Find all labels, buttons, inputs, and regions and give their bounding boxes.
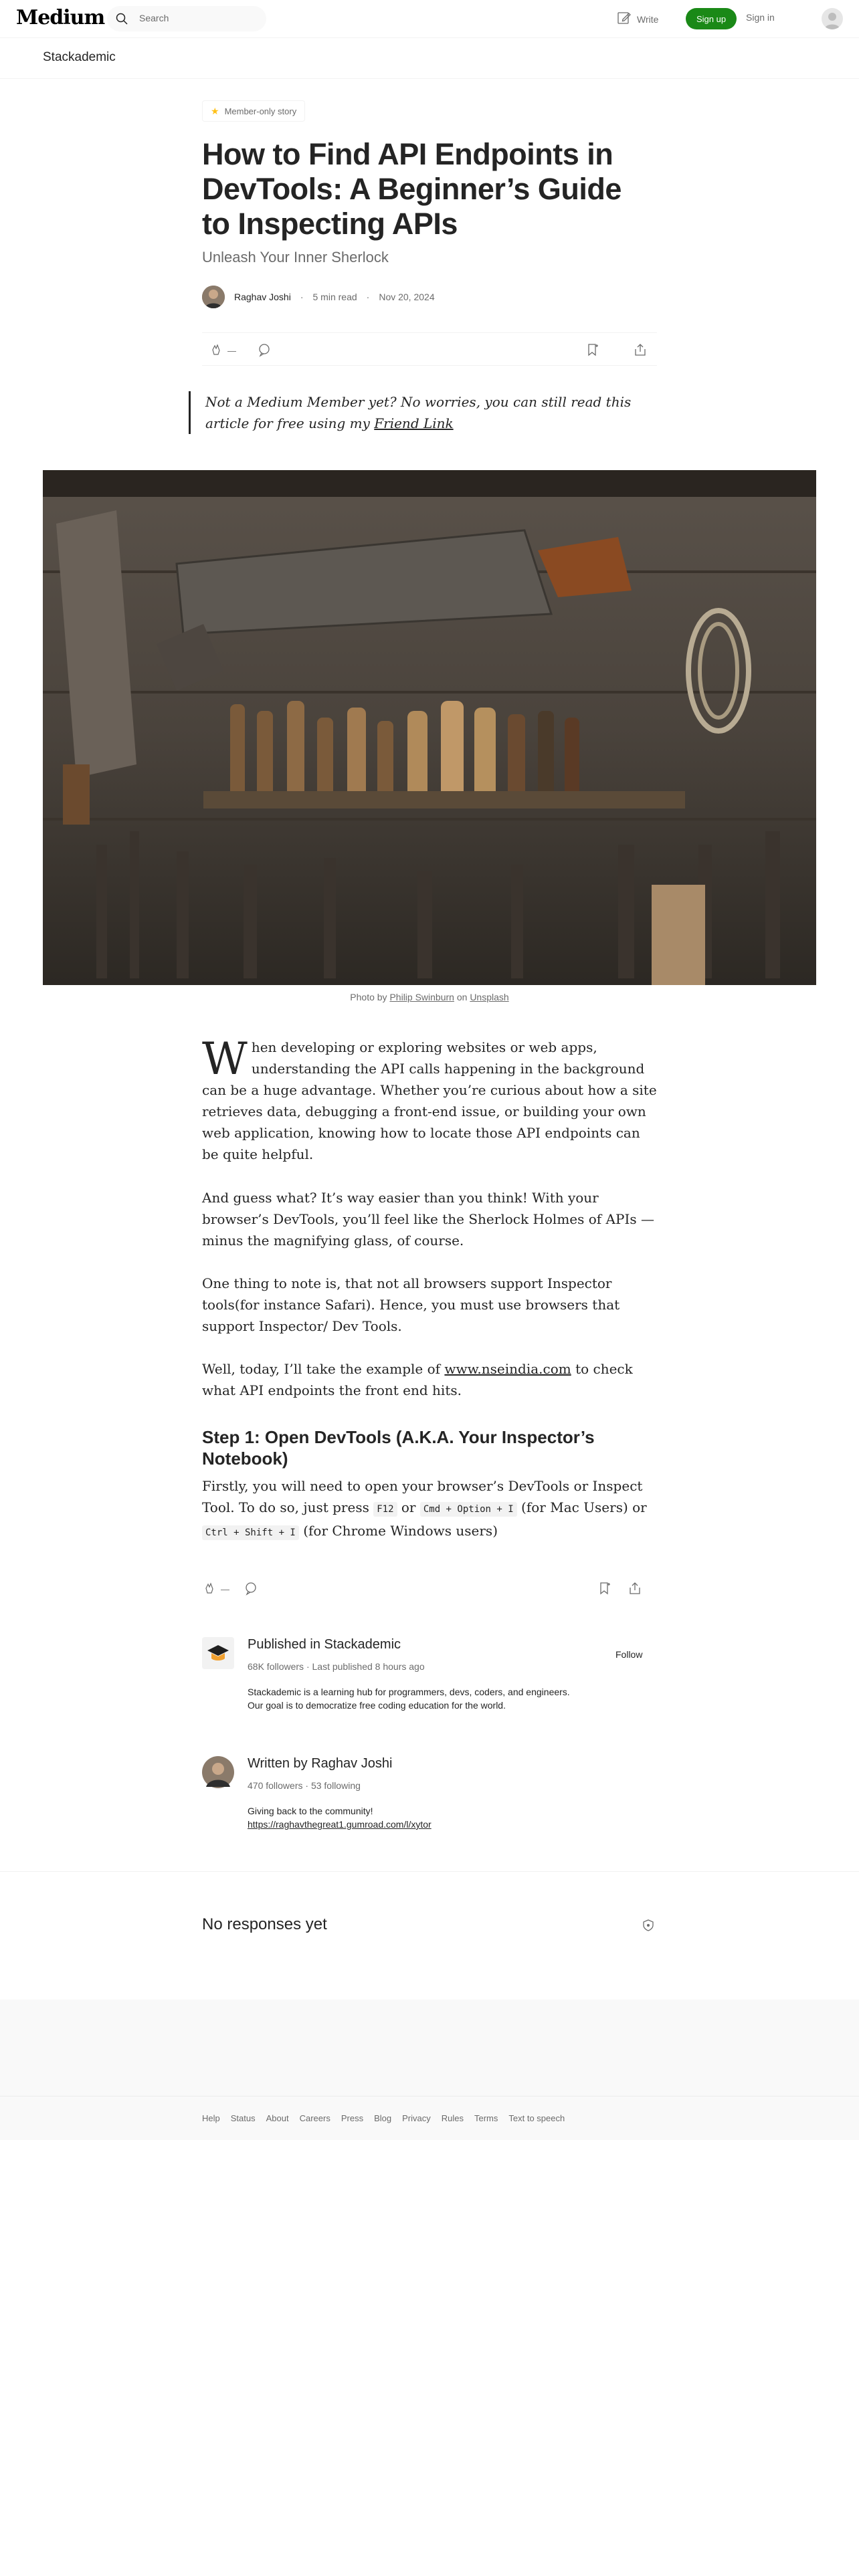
clap-button[interactable] [202,1581,229,1598]
paragraph-4-text-a: Well, today, I’ll take the example of [202,1361,445,1377]
footer-link-press[interactable]: Press [341,2113,364,2123]
footer-link-careers[interactable]: Careers [299,2113,330,2123]
medium-logo[interactable]: Medium [16,6,105,29]
share-icon [628,1581,642,1598]
signin-link[interactable]: Sign in [746,12,775,23]
responses-heading: No responses yet [202,1915,327,1933]
friend-note-text: Not a Medium Member yet? No worries, you can still read this article for free using my [205,394,632,431]
footer-links [202,2113,565,2123]
paragraph-2: And guess what? It’s way easier than you think! With your browser’s DevTools, you’ll feel like the Sherlock Holmes of APIs — minus the magnifying glass, of course. [202,1190,654,1249]
paragraph-5-text-d: (for Chrome Windows users) [298,1523,498,1539]
publication-logo[interactable] [202,1637,234,1669]
author-card-heading[interactable]: Written by Raghav Joshi [248,1756,393,1771]
author-name[interactable]: Raghav Joshi [234,292,291,302]
footer-link-text-to-speech[interactable]: Text to speech [508,2113,565,2123]
paragraph-3: One thing to note is, that not all browsers support Inspector tools(for instance Safari). Hence, you must use browsers that support Inspector/ Dev Tools. [202,1275,620,1334]
image-caption [0,992,859,1002]
bookmark-button[interactable] [597,1581,611,1598]
paragraph-4-text-b: to check what API endpoints the front end hits. [202,1361,633,1398]
signup-button[interactable]: Sign up [686,8,737,29]
author-card [202,1756,657,1830]
author-gumroad-link[interactable]: https://raghavthegreat1.gumroad.com/l/xytor [248,1819,432,1830]
clap-icon [209,342,223,359]
search-box[interactable] [107,6,266,31]
paragraph-5-text-b: or [397,1499,420,1515]
publication-meta [248,1661,425,1672]
author-following: 53 following [310,1780,361,1791]
share-button[interactable] [628,1581,642,1598]
caption-on: on [454,992,470,1002]
comment-icon [257,342,272,359]
write-icon [617,11,632,27]
action-bar-top [202,332,657,366]
author-avatar[interactable] [202,286,225,308]
author-row [202,284,435,310]
footer-link-terms[interactable]: Terms [474,2113,498,2123]
write-button[interactable] [617,11,658,27]
article-subtitle: Unleash Your Inner Sherlock [202,249,389,265]
paragraph-1 [202,1033,657,1165]
search-input[interactable]: Search [139,13,169,23]
user-avatar-icon[interactable] [822,8,843,29]
article-title: How to Find API Endpoints in DevTools: A Beginner’s Guide to Inspecting APIs [202,137,622,241]
author-bio [248,1804,582,1831]
comment-icon [244,1581,258,1598]
member-only-badge [202,100,305,122]
response-button[interactable] [257,342,272,359]
footer-link-help[interactable]: Help [202,2113,220,2123]
clap-count: — [227,346,236,356]
bookmark-icon [585,342,599,359]
action-bar-bottom [202,1576,657,1602]
code-f12: F12 [373,1502,397,1517]
friend-link-quote [189,391,667,434]
publish-date: Nov 20, 2024 [379,292,435,302]
footer-link-privacy[interactable]: Privacy [402,2113,431,2123]
top-nav [0,0,859,38]
read-time: 5 min read [312,292,357,302]
write-label: Write [637,13,659,25]
bookmark-button[interactable] [585,342,599,359]
code-mac-shortcut: Cmd + Option + I [420,1502,517,1517]
clap-count: — [221,1584,229,1594]
author-bio-text: Giving back to the community! [248,1806,373,1816]
share-icon [633,342,648,359]
follow-button[interactable]: Follow [615,1649,643,1660]
paragraph-5 [202,1475,657,1543]
publication-followers: 68K followers [248,1661,304,1672]
friend-link[interactable]: Friend Link [374,415,454,431]
footer-link-blog[interactable]: Blog [374,2113,392,2123]
publication-description: Stackademic is a learning hub for programmers, devs, coders, and engineers. Our goal is to democratize free coding education for the world. [248,1687,570,1711]
hero-image [43,470,816,985]
publication-last-published: Last published 8 hours ago [312,1661,425,1672]
search-icon [115,12,128,29]
section-divider [0,1871,859,1872]
clap-button[interactable] [209,342,236,359]
author-card-meta [248,1780,361,1791]
publication-name[interactable]: Stackademic [43,50,116,64]
separator-dot: · [366,292,370,302]
separator-dot: · [300,292,304,302]
paragraph-4 [202,1358,657,1401]
footer-link-status[interactable]: Status [230,2113,256,2123]
share-button[interactable] [633,342,648,359]
author-card-avatar[interactable] [202,1756,234,1788]
paragraph-5-text-a: Firstly, you will need to open your browser’s DevTools or Inspect Tool. To do so, just press [202,1478,643,1515]
footer-link-about[interactable]: About [266,2113,289,2123]
separator-dot: · [306,1661,312,1672]
star-icon: ★ [211,105,219,116]
shield-icon[interactable] [642,1919,654,1935]
footer-divider [0,2096,859,2097]
separator-dot: · [305,1780,311,1791]
footer-link-rules[interactable]: Rules [441,2113,464,2123]
member-only-label: Member-only story [224,106,297,116]
publication-card [202,1637,657,1724]
clap-icon [202,1581,217,1598]
code-windows-shortcut: Ctrl + Shift + I [202,1525,299,1540]
response-button[interactable] [244,1581,258,1598]
bookmark-icon [597,1581,611,1598]
caption-author-link[interactable]: Philip Swinburn [389,992,454,1002]
author-followers: 470 followers [248,1780,303,1791]
caption-prefix: Photo by [350,992,390,1002]
paragraph-5-text-c: (for Mac Users) or [516,1499,647,1515]
paragraph-1-text: hen developing or exploring websites or web apps, understanding the API calls happening in the background can be a huge advantage. Whether you’re curious about how a site retrieves data, debugging a front-end issue, or building your own web application, knowing how to locate those API endpoints can be quite helpful. [202,1039,657,1162]
publication-heading[interactable]: Published in Stackademic [248,1637,401,1652]
nseindia-link[interactable]: www.nseindia.com [444,1361,571,1377]
dropcap: W [202,1033,248,1085]
caption-site-link[interactable]: Unsplash [470,992,509,1002]
publication-bar [0,38,859,79]
step1-heading: Step 1: Open DevTools (A.K.A. Your Inspector’s Notebook) [202,1427,595,1469]
